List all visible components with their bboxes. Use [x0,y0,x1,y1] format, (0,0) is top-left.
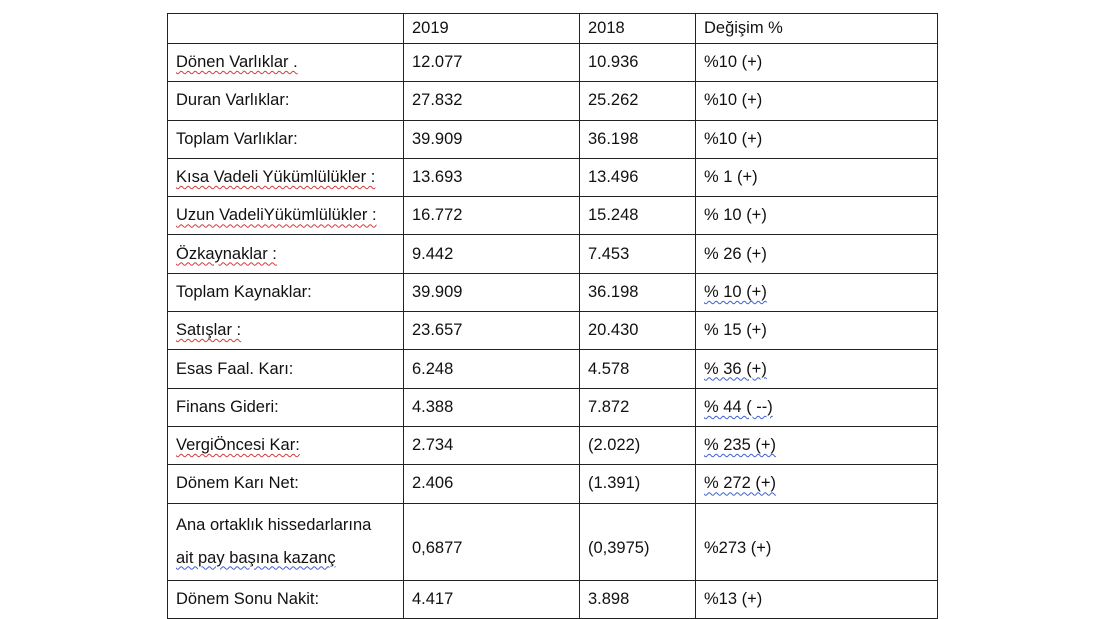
row-label: Toplam Kaynaklar: [168,273,404,311]
row-value-2019: 12.077 [404,44,580,82]
row-value-change: %10 (+) [696,82,938,120]
row-value-change: % 26 (+) [696,235,938,273]
row-value-2018: 13.496 [580,158,696,196]
row-value-2019: 27.832 [404,82,580,120]
row-value-2018: (1.391) [580,465,696,503]
financial-summary-table [167,13,938,619]
row-value-2019: 16.772 [404,197,580,235]
row-label: Dönem Karı Net: [168,465,404,503]
header-cell-change: Değişim % [696,14,938,44]
row-value-change: % 1 (+) [696,158,938,196]
row-value-change: % 36 (+) [696,350,938,388]
row-value-2018: 4.578 [580,350,696,388]
row-value-change: % 272 (+) [696,465,938,503]
row-value-2018: 3.898 [580,580,696,618]
table-row-cash [168,580,938,618]
row-label: Esas Faal. Karı: [168,350,404,388]
row-label: Kısa Vadeli Yükümlülükler : [168,158,404,196]
row-value-change: % 44 ( --) [696,388,938,426]
row-value-change [696,503,938,580]
row-label: Dönen Varlıklar . [168,44,404,82]
table-row [168,158,938,196]
row-value-2019: 6.248 [404,350,580,388]
eps-2019-value: 0,6877 [412,539,463,558]
row-value-2019 [404,503,580,580]
table-row [168,44,938,82]
header-cell-label [168,14,404,44]
row-label: Dönem Sonu Nakit: [168,580,404,618]
row-value-2019: 13.693 [404,158,580,196]
row-value-change: % 235 (+) [696,426,938,464]
eps-2018-value: (0,3975) [588,539,650,558]
table-row [168,465,938,503]
row-value-2018: 36.198 [580,120,696,158]
eps-change-value: %273 (+) [704,539,772,558]
row-value-2018: 20.430 [580,312,696,350]
row-label-line1: Ana ortaklık hissedarlarına [176,515,372,534]
row-value-2018: 10.936 [580,44,696,82]
row-label-line2: ait pay başına kazanç [176,548,336,567]
row-value-change: % 15 (+) [696,312,938,350]
row-value-change: % 10 (+) [696,197,938,235]
row-value-2019: 39.909 [404,273,580,311]
row-value-2018: 15.248 [580,197,696,235]
row-value-2019: 23.657 [404,312,580,350]
table-row [168,197,938,235]
table-row [168,350,938,388]
row-value-2018: 36.198 [580,273,696,311]
table-row [168,82,938,120]
header-cell-2018: 2018 [580,14,696,44]
row-label: VergiÖncesi Kar: [168,426,404,464]
row-value-2018: 7.453 [580,235,696,273]
row-label: Satışlar : [168,312,404,350]
row-value-2019: 2.734 [404,426,580,464]
table-row [168,235,938,273]
table-row [168,273,938,311]
table-row [168,426,938,464]
row-label [168,503,404,580]
row-label: Özkaynaklar : [168,235,404,273]
row-value-2019: 4.417 [404,580,580,618]
table-row-eps [168,503,938,580]
row-value-2018 [580,503,696,580]
row-value-change: %13 (+) [696,580,938,618]
table-row [168,388,938,426]
table-row [168,120,938,158]
row-label: Duran Varlıklar: [168,82,404,120]
header-cell-2019: 2019 [404,14,580,44]
row-value-change: % 10 (+) [696,273,938,311]
row-value-2019: 2.406 [404,465,580,503]
row-value-2018: 25.262 [580,82,696,120]
row-value-change: %10 (+) [696,44,938,82]
row-value-2019: 9.442 [404,235,580,273]
table-row [168,312,938,350]
table-header-row [168,14,938,44]
row-label: Uzun VadeliYükümlülükler : [168,197,404,235]
row-label: Finans Gideri: [168,388,404,426]
row-value-change: %10 (+) [696,120,938,158]
row-label: Toplam Varlıklar: [168,120,404,158]
row-value-2018: 7.872 [580,388,696,426]
row-value-2019: 39.909 [404,120,580,158]
row-value-2018: (2.022) [580,426,696,464]
row-value-2019: 4.388 [404,388,580,426]
